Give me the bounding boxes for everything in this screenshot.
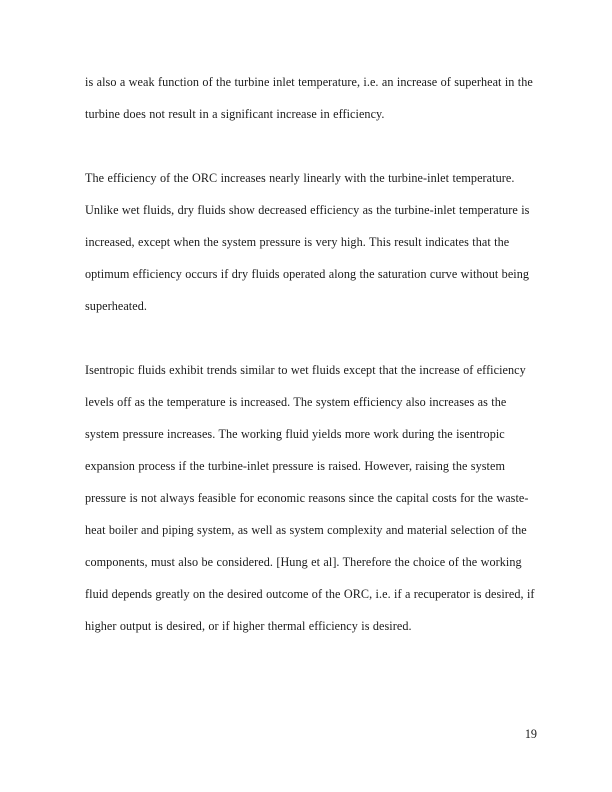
document-body bbox=[85, 66, 541, 642]
body-paragraph: Isentropic fluids exhibit trends similar to wet fluids except that the increase of efficiency levels off as the temperature is increased. The system efficiency also increases as the system pressure increases. The working fluid yields more work during the isentropic expansion process if the turbine-inlet pressure is raised. However, raising the system pressure is not always feasible for economic reasons since the capital costs for the waste-heat boiler and piping system, as well as system complexity and material selection of the components, must also be considered. [Hung et al]. Therefore the choice of the working fluid depends greatly on the desired outcome of the ORC, i.e. if a recuperator is desired, if higher output is desired, or if higher thermal efficiency is desired. bbox=[85, 363, 535, 633]
page-number: 19 bbox=[524, 727, 537, 741]
body-paragraph: is also a weak function of the turbine inlet temperature, i.e. an increase of superheat in the turbine does not result in a significant increase in efficiency. bbox=[85, 75, 533, 121]
body-paragraph: The efficiency of the ORC increases nearly linearly with the turbine-inlet temperature. Unlike wet fluids, dry fluids show decreased efficiency as the turbine-inlet temperature is increased, except when the system pressure is very high. This result indicates that the optimum efficiency occurs if dry fluids operated along the saturation curve without being superheated. bbox=[85, 171, 530, 313]
